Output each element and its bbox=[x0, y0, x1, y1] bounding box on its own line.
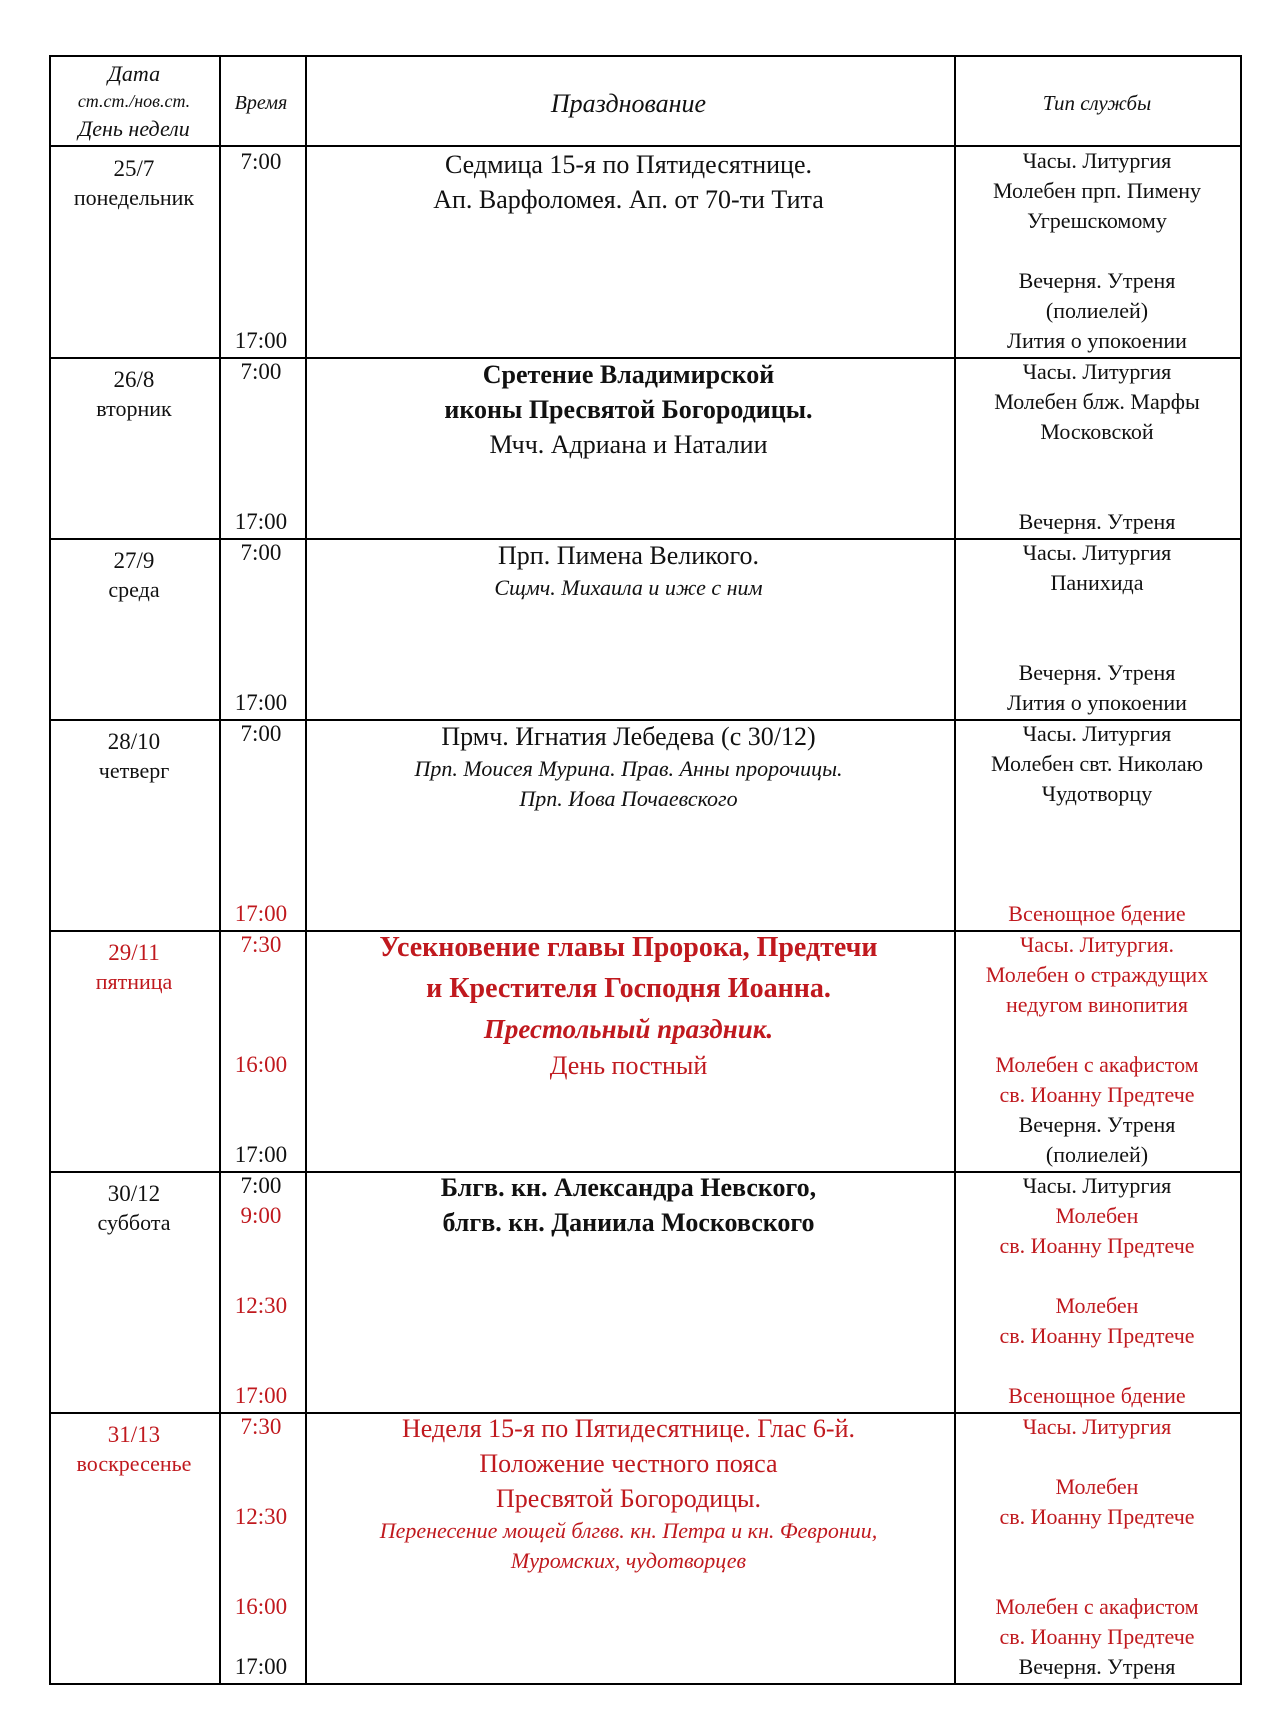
service-line: Молебен свт. Николаю bbox=[990, 751, 1204, 776]
celebration-line: блгв. кн. Даниила Московского bbox=[442, 1208, 815, 1237]
celebration-line: Прмч. Игнатия Лебедева (с 30/12) bbox=[441, 722, 816, 751]
celebration-line: Седмица 15-я по Пятидесятнице. bbox=[444, 150, 812, 179]
celebration-line: Перенесение мощей блгвв. кн. Петра и кн. Февронии, bbox=[379, 1518, 878, 1543]
row-time: 12:30 bbox=[234, 1504, 288, 1529]
service-line: Лития о упокоении bbox=[1007, 328, 1187, 353]
service-line: Молебен bbox=[1055, 1203, 1139, 1228]
celebration-line: иконы Пресвятой Богородицы. bbox=[444, 395, 813, 424]
service-line: Панихида bbox=[1050, 570, 1144, 595]
row-weekday: воскресенье bbox=[76, 1451, 192, 1476]
row-weekday: среда bbox=[108, 577, 160, 602]
header-date-style: ст.ст./нов.ст. bbox=[77, 91, 191, 111]
celebration-line: и Крестителя Господня Иоанна. bbox=[426, 973, 831, 1004]
service-line: Часы. Литургия. bbox=[1019, 932, 1175, 957]
row-weekday: понедельник bbox=[73, 185, 195, 210]
header-service-type: Тип службы bbox=[1042, 91, 1152, 115]
row-time: 7:30 bbox=[240, 1414, 282, 1439]
celebration-line: Прп. Пимена Великого. bbox=[498, 541, 759, 570]
header-celebration: Празднование bbox=[550, 89, 707, 118]
service-line: Молебен прп. Пимену bbox=[992, 178, 1202, 203]
header-date: Дата bbox=[107, 61, 161, 86]
row-time: 17:00 bbox=[234, 690, 288, 715]
row-time: 12:30 bbox=[234, 1293, 288, 1318]
row-date: 29/11 bbox=[108, 940, 160, 965]
service-line: Вечерня. Утреня bbox=[1018, 268, 1176, 293]
header-time: Время bbox=[234, 92, 288, 114]
celebration-line: Муромских, чудотворцев bbox=[510, 1548, 747, 1573]
service-line: (полиелей) bbox=[1045, 1142, 1149, 1167]
celebration-line: Сщмч. Михаила и иже с ним bbox=[494, 575, 763, 600]
service-line: св. Иоанну Предтече bbox=[999, 1082, 1195, 1107]
row-time: 7:00 bbox=[240, 149, 282, 174]
celebration-line: Прп. Иова Почаевского bbox=[519, 786, 738, 811]
celebration-line: День постный bbox=[549, 1051, 708, 1080]
row-date: 26/8 bbox=[113, 367, 155, 392]
row-date: 27/9 bbox=[113, 548, 155, 573]
celebration-line: Сретение Владимирской bbox=[482, 360, 775, 389]
row-time: 17:00 bbox=[234, 328, 288, 353]
celebration-line: Блгв. кн. Александра Невского, bbox=[440, 1173, 817, 1202]
service-line: Молебен bbox=[1055, 1293, 1139, 1318]
service-line: Вечерня. Утреня bbox=[1018, 660, 1176, 685]
row-time: 16:00 bbox=[234, 1052, 288, 1077]
row-date: 30/12 bbox=[107, 1181, 161, 1206]
service-line: Молебен с акафистом bbox=[995, 1594, 1199, 1619]
service-line: Лития о упокоении bbox=[1007, 690, 1187, 715]
service-line: Чудотворцу bbox=[1041, 781, 1153, 806]
row-time: 7:00 bbox=[240, 359, 282, 384]
row-time: 17:00 bbox=[234, 1142, 288, 1167]
celebration-line: Ап. Варфоломея. Ап. от 70-ти Тита bbox=[433, 185, 824, 214]
service-line: св. Иоанну Предтече bbox=[999, 1624, 1195, 1649]
row-divider bbox=[51, 145, 1240, 147]
row-time: 7:00 bbox=[240, 540, 282, 565]
service-line: Угрешскомому bbox=[1027, 208, 1167, 233]
row-time: 16:00 bbox=[234, 1594, 288, 1619]
service-line: недугом винопития bbox=[1006, 992, 1188, 1017]
service-line: Московской bbox=[1040, 419, 1154, 444]
celebration-line: Пресвятой Богородицы. bbox=[495, 1484, 762, 1513]
service-line: Часы. Литургия bbox=[1022, 1414, 1172, 1439]
row-weekday: четверг bbox=[98, 758, 170, 783]
service-line: Часы. Литургия bbox=[1022, 1173, 1172, 1198]
celebration-line: Усекновение главы Пророка, Предтечи bbox=[379, 932, 878, 963]
row-time: 9:00 bbox=[240, 1203, 282, 1228]
column-divider bbox=[219, 57, 221, 1683]
service-line: Молебен блж. Марфы bbox=[994, 389, 1200, 414]
row-time: 17:00 bbox=[234, 1654, 288, 1679]
row-time: 7:00 bbox=[240, 1173, 282, 1198]
header-weekday: День недели bbox=[78, 116, 190, 141]
celebration-line: Положение честного пояса bbox=[479, 1449, 778, 1478]
row-date: 25/7 bbox=[113, 156, 155, 181]
row-time: 7:00 bbox=[240, 721, 282, 746]
service-line: св. Иоанну Предтече bbox=[999, 1323, 1195, 1348]
row-time: 17:00 bbox=[234, 901, 288, 926]
celebration-line: Престольный праздник. bbox=[483, 1014, 774, 1044]
service-line: (полиелей) bbox=[1045, 298, 1149, 323]
service-line: Молебен bbox=[1055, 1474, 1139, 1499]
service-line: Молебен о страждущих bbox=[985, 962, 1209, 987]
row-time: 7:30 bbox=[240, 932, 282, 957]
celebration-line: Неделя 15-я по Пятидесятнице. Глас 6-й. bbox=[402, 1414, 855, 1443]
service-line: Часы. Литургия bbox=[1022, 721, 1172, 746]
row-time: 17:00 bbox=[234, 1383, 288, 1408]
row-weekday: суббота bbox=[97, 1210, 171, 1235]
row-weekday: пятница bbox=[95, 969, 173, 994]
service-line: Часы. Литургия bbox=[1022, 148, 1172, 173]
service-line: Всенощное бдение bbox=[1008, 1383, 1186, 1408]
service-line: Вечерня. Утреня bbox=[1018, 1112, 1176, 1137]
service-line: св. Иоанну Предтече bbox=[999, 1504, 1195, 1529]
row-date: 28/10 bbox=[107, 729, 161, 754]
row-time: 17:00 bbox=[234, 509, 288, 534]
celebration-line: Мчч. Адриана и Наталии bbox=[489, 430, 768, 459]
service-line: Всенощное бдение bbox=[1008, 901, 1186, 926]
celebration-line: Прп. Моисея Мурина. Прав. Анны пророчицы. bbox=[414, 756, 843, 781]
service-line: Часы. Литургия bbox=[1022, 359, 1172, 384]
service-line: Молебен с акафистом bbox=[995, 1052, 1199, 1077]
service-line: Часы. Литургия bbox=[1022, 540, 1172, 565]
service-line: Вечерня. Утреня bbox=[1018, 1654, 1176, 1679]
row-weekday: вторник bbox=[96, 396, 172, 421]
service-line: Вечерня. Утреня bbox=[1018, 509, 1176, 534]
service-line: св. Иоанну Предтече bbox=[999, 1233, 1195, 1258]
row-date: 31/13 bbox=[107, 1422, 161, 1447]
